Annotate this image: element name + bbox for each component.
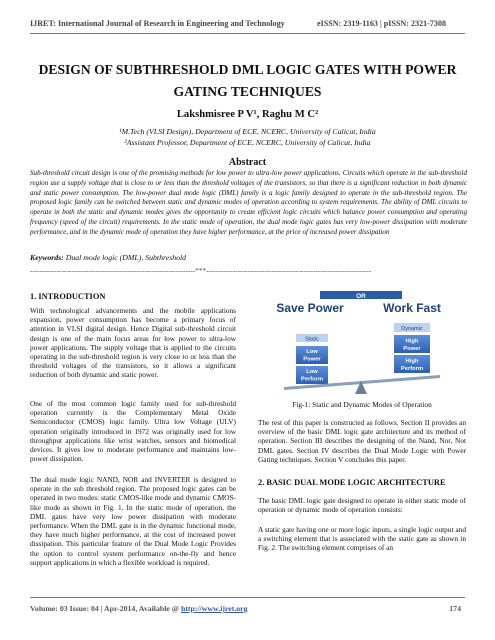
intro-paragraph-3: The dual mode logic NAND, NOR and INVERTER is designed to operate in the sub threshold region. The proposed logic gates can be operated in two modes: static CMOS-like mode and dynamic CMOS-like mode as shown in Fig. 1. In the static mode of operation, the DML gates have very low power dissipation with moderate performance. When the DML gate is in the dynamic functional mode, they have much higher performance, at the cost of increased power dissipation. This particular feature of the Dual Mode Logic Provides the option to control system performance on-the-fly and hence support applications in which a flexible workload is required. [30, 475, 236, 567]
paper-title-line1: DESIGN OF SUBTHRESHOLD DML LOGIC GATES WITH POWER [38, 62, 457, 77]
low-power-label-top: Low [306, 349, 318, 355]
keywords-label: Keywords: [30, 253, 64, 262]
paper-title-line2: GATING TECHNIQUES [173, 84, 322, 99]
save-power-title: Save Power [276, 301, 344, 315]
keywords-text: Dual mode logic (DML), Subthreshold [65, 253, 187, 262]
section-2-paragraph-1: The basic DML logic gate designed to operate in either static mode of operation or dynamic mode of operation consists: [258, 496, 466, 515]
intro-paragraph-2: One of the most common logic family used for sub-threshold operation currently is the Complementary Metal Oxide Semiconductor (CMOS) logic family. Ultra low Voltage (ULV) operation originally introduced in 1972 was originally used for low throughput applications like wrist watches, sensors and biomedical devices. It gives low to moderate performance and maintains low- power dissipation. [30, 399, 236, 464]
dynamic-mode-label: Dynamic [401, 326, 423, 332]
high-perform-label-top: High [405, 358, 419, 365]
work-fast-title: Work Fast [383, 301, 441, 315]
issn-header: eISSN: 2319-1163 | pISSN: 2321-7308 [317, 19, 447, 28]
high-power-label-top: High [405, 338, 419, 345]
abstract-text: Sub-threshold circuit design is one of the promising methods for low power to ultra-low power applications. Circuits which operate in the sub-threshold region use a supply voltage that is close to or less than the threshold voltages of the transistors, so that there is a significant reduction in both dynamic and static power consumption. The low-power dual mode logic (DML) family is a logic family designed to operate in the sub-threshold region. The proposed logic family can be switched between static and dynamic modes of operation according to system requirements. The ability of DML circuits to operate in both the static and dynamic modes gives the opportunity to create efficient logic circuits which balance power consumption and operating frequency (speed of the circuit) requirements. In the static mode of operation, the dual mode logic gates has very low-power dissipation with moderate performance, and in the dynamic mode of operation they have higher performance, at the price of increased power dissipation [30, 169, 467, 236]
high-perform-label-bottom: Perform [400, 366, 424, 372]
header-rule [30, 33, 465, 34]
low-perform-label-bottom: Perform [300, 376, 324, 383]
footer-rule [30, 597, 465, 598]
high-power-label-bottom: Power [403, 346, 421, 352]
outline-paragraph: The rest of this paper is constructed as follows. Section II provides an overview of the basic DML logic gate architecture and its method of operation. Section III describes the designing of the Nand, Nor, Not DML gates. Section IV describes the Dual Mode Logic with Power Gating techniques. Section V concludes this paper. [258, 418, 466, 464]
low-power-label-bottom: Power [303, 356, 321, 363]
figure-caption: Fig-1: Static and Dynamic Modes of Operation [292, 400, 432, 409]
keywords [30, 253, 186, 262]
static-dynamic-modes-figure [272, 290, 450, 394]
affiliation-2: ²Assistant Professor, Department of ECE, NCERC, University of Calicut, India [124, 138, 371, 147]
static-mode-label: Static [305, 336, 319, 343]
authors: Lakshmisree P V¹, Raghu M C² [176, 109, 319, 120]
intro-paragraph-1: With technological advancements and the mobile applications expansion, power consumption has become a primary focus of attention in VLSI digital design. Hence Digital sub-threshold circuit design is one of the main focus areas for low power to ultra-low power applications. The supply voltage that is applied to the circuits operating in the sub-threshold region is very close to or less than the threshold voltages of the transistors, so it allows a significant reduction of both dynamic and static power. [30, 306, 236, 380]
footer [30, 604, 467, 613]
low-perform-label-top: Low [306, 369, 318, 375]
affiliation-1: ¹M.Tech (VLSI Design), Department of ECE, NCERC, University of Calicut, India [119, 127, 376, 136]
section-2-heading: 2. BASIC DUAL MODE LOGIC ARCHITECTURE [258, 478, 446, 487]
abstract-heading: Abstract [228, 157, 267, 168]
journal-header: IJRET: International Journal of Research in Engineering and Technology [30, 19, 285, 28]
section-1-heading: 1. INTRODUCTION [30, 292, 106, 301]
section-separator: --------------------------------------------------------------------***-------------------------------------------------------------------- [30, 267, 372, 275]
section-2-paragraph-2: A static gate having one or more logic inputs, a single logic output and a switching element that is associated with the static gate as shown in Fig. 2. The switching element comprises of an [258, 525, 466, 553]
footer-url-link[interactable]: http://www.ijret.org [180, 604, 248, 613]
page-number: 174 [449, 604, 461, 613]
or-label: OR [356, 293, 366, 300]
footer-text: Volume: 03 Issue: 04 | Apr-2014, Available @ [30, 604, 181, 613]
